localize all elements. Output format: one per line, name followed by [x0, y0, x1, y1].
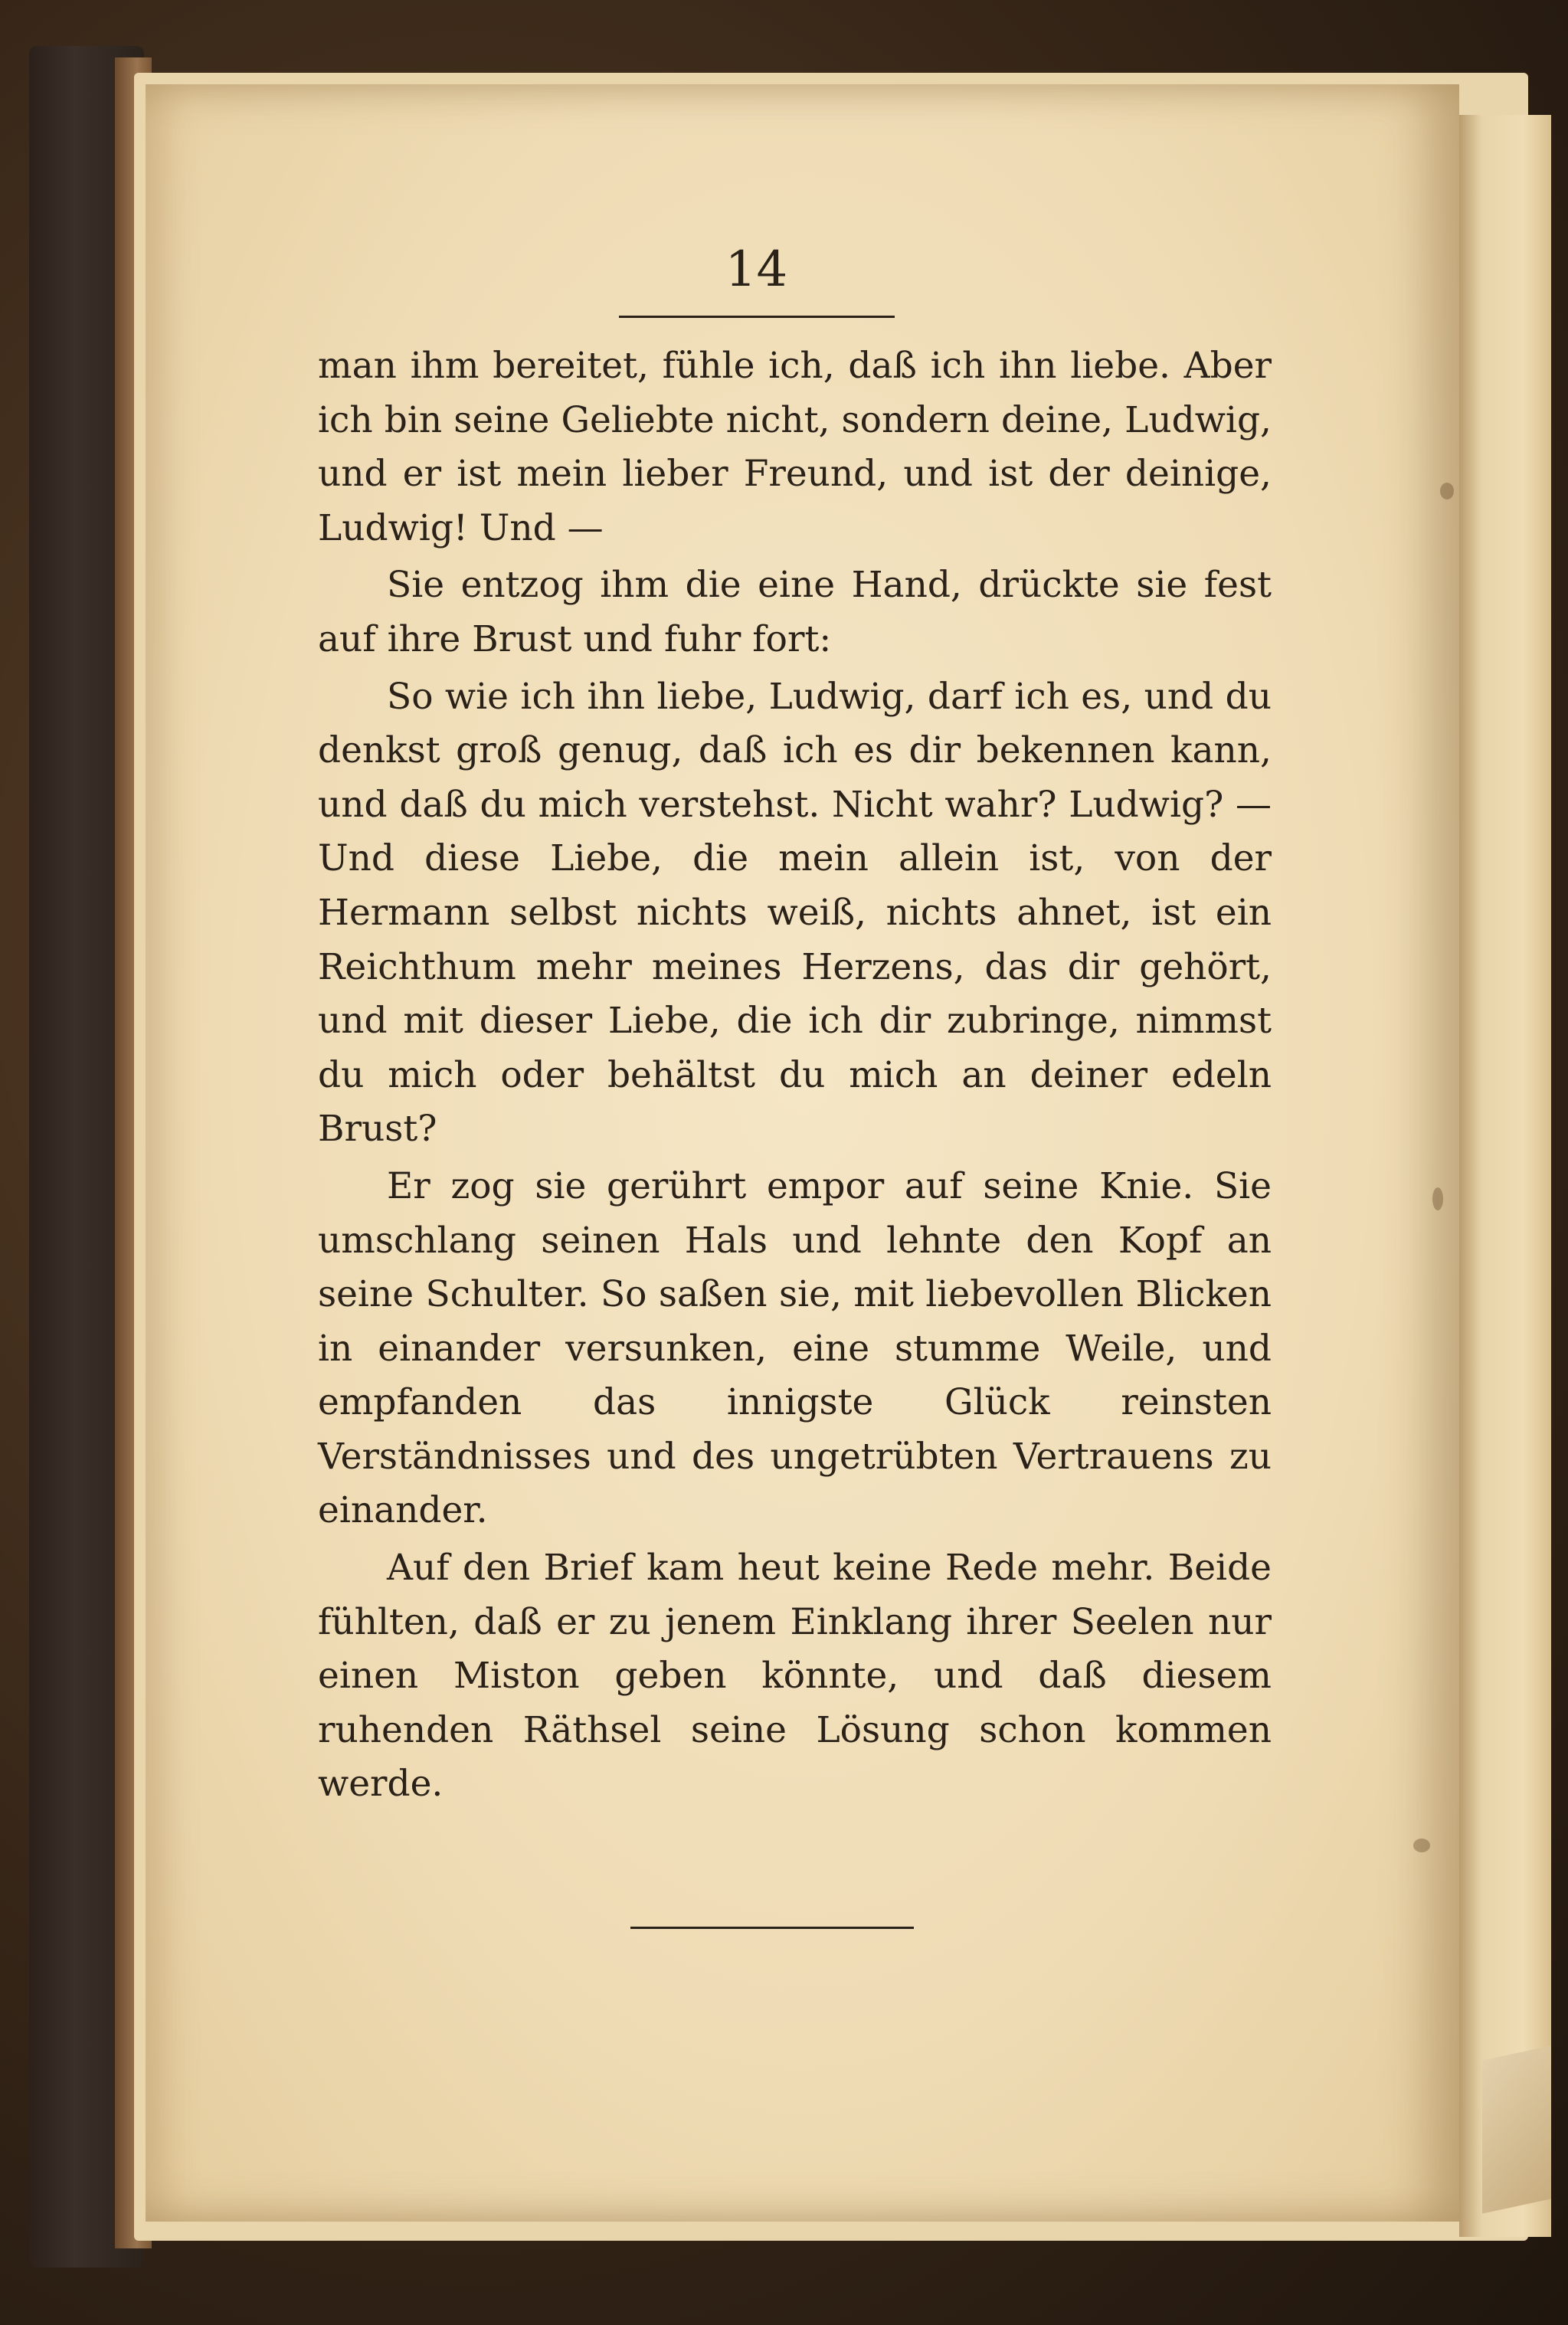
- stain: [1440, 483, 1454, 499]
- paragraph: Sie entzog ihm die eine Hand, drückte sie fest auf ihre Brust und fuhr fort:: [318, 564, 1272, 660]
- paragraph: Auf den Brief kam heut keine Rede mehr. Beide fühlten, daß er zu jenem Einklang ihrer Seelen nur einen Miston geben könnte, und daß diesem ruhenden Räthsel seine Lösung schon kommen werde.: [318, 1547, 1272, 1806]
- page-content: [318, 241, 1272, 1929]
- paragraph: So wie ich ihn liebe, Ludwig, darf ich es, und du denkst groß genug, daß ich es dir bekennen kann, und daß du mich verstehst. Nicht wahr? Ludwig? — Und diese Liebe, die mein allein ist, von der Hermann selbst nichts weiß, nichts ahnet, ist ein Reichthum mehr meines Herzens, das dir gehört, und mit dieser Liebe, die ich dir zubringe, nimmst du mich oder behältst du mich an deiner edeln Brust?: [318, 675, 1272, 1151]
- end-rule: [630, 1927, 914, 1929]
- stain: [1432, 1187, 1443, 1210]
- page-corner: [1482, 2045, 1551, 2213]
- paragraph: Er zog sie gerührt empor auf seine Knie. Sie umschlang seinen Hals und lehnte den Kopf an seine Schulter. So saßen sie, mit liebevollen Blicken in einander versunken, eine stumme Weile, und empfanden das innigste Glück reinsten Verständnisses und des ungetrübten Vertrauens zu einander.: [318, 1164, 1272, 1532]
- stain: [1413, 1839, 1430, 1852]
- header-rule: [619, 316, 895, 318]
- paragraph: man ihm bereitet, fühle ich, daß ich ihn liebe. Aber ich bin seine Geliebte nicht, sondern deine, Ludwig, und er ist mein lieber Freund, und ist der deinige, Ludwig! Und —: [318, 345, 1272, 549]
- page-number: 14: [725, 241, 788, 298]
- body-text: [318, 339, 1272, 1812]
- facing-page-edge: [1459, 115, 1551, 2237]
